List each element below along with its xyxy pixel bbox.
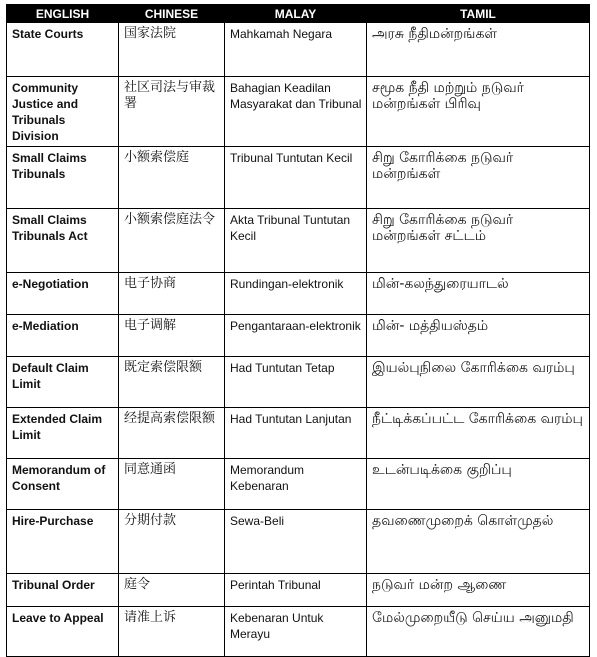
table-row bbox=[7, 315, 590, 357]
cell-malay: Memorandum Kebenaran bbox=[225, 459, 367, 510]
cell-tamil: மின்- மத்தியஸ்தம் bbox=[367, 315, 590, 357]
cell-tamil: அரசு நீதிமன்றங்கள் bbox=[367, 23, 590, 77]
table-row bbox=[7, 209, 590, 273]
cell-tamil: சிறு கோரிக்கை நடுவர் மன்றங்கள் bbox=[367, 147, 590, 209]
header-english: ENGLISH bbox=[7, 5, 119, 23]
cell-english: Memorandum of Consent bbox=[7, 459, 119, 510]
cell-chinese: 庭令 bbox=[119, 574, 225, 607]
cell-malay: Perintah Tribunal bbox=[225, 574, 367, 607]
cell-english: Small Claims Tribunals Act bbox=[7, 209, 119, 273]
cell-malay: Had Tuntutan Tetap bbox=[225, 357, 367, 408]
cell-chinese: 既定索偿限额 bbox=[119, 357, 225, 408]
table-row bbox=[7, 77, 590, 147]
cell-chinese: 同意通函 bbox=[119, 459, 225, 510]
cell-tamil: மேல்முறையீடு செய்ய அனுமதி bbox=[367, 607, 590, 657]
cell-tamil: சிறு கோரிக்கை நடுவர் மன்றங்கள் சட்டம் bbox=[367, 209, 590, 273]
cell-tamil: நீட்டிக்கப்பட்ட கோரிக்கை வரம்பு bbox=[367, 408, 590, 459]
table-row bbox=[7, 147, 590, 209]
cell-malay: Had Tuntutan Lanjutan bbox=[225, 408, 367, 459]
glossary-table bbox=[6, 4, 590, 657]
table-row bbox=[7, 408, 590, 459]
cell-malay: Mahkamah Negara bbox=[225, 23, 367, 77]
cell-chinese: 电子调解 bbox=[119, 315, 225, 357]
cell-chinese: 国家法院 bbox=[119, 23, 225, 77]
cell-english: Leave to Appeal bbox=[7, 607, 119, 657]
cell-tamil: இயல்புநிலை கோரிக்கை வரம்பு bbox=[367, 357, 590, 408]
cell-malay: Sewa-Beli bbox=[225, 510, 367, 574]
cell-english: Small Claims Tribunals bbox=[7, 147, 119, 209]
header-chinese: CHINESE bbox=[119, 5, 225, 23]
cell-english: Tribunal Order bbox=[7, 574, 119, 607]
cell-malay: Pengantaraan-elektronik bbox=[225, 315, 367, 357]
table-row bbox=[7, 510, 590, 574]
table-row bbox=[7, 459, 590, 510]
cell-tamil: உடன்படிக்கை குறிப்பு bbox=[367, 459, 590, 510]
cell-english: State Courts bbox=[7, 23, 119, 77]
cell-tamil: நடுவர் மன்ற ஆணை bbox=[367, 574, 590, 607]
table-row bbox=[7, 273, 590, 315]
header-malay: MALAY bbox=[225, 5, 367, 23]
cell-chinese: 电子协商 bbox=[119, 273, 225, 315]
header-tamil: TAMIL bbox=[367, 5, 590, 23]
cell-malay: Tribunal Tuntutan Kecil bbox=[225, 147, 367, 209]
table-row bbox=[7, 607, 590, 657]
cell-english: e-Negotiation bbox=[7, 273, 119, 315]
cell-tamil: சமூக நீதி மற்றும் நடுவர் மன்றங்கள் பிரிவு bbox=[367, 77, 590, 147]
cell-malay: Akta Tribunal Tuntutan Kecil bbox=[225, 209, 367, 273]
table-row bbox=[7, 357, 590, 408]
cell-tamil: தவணைமுறைக் கொள்முதல் bbox=[367, 510, 590, 574]
cell-malay: Kebenaran Untuk Merayu bbox=[225, 607, 367, 657]
header-row bbox=[7, 5, 590, 23]
cell-chinese: 小额索偿庭法令 bbox=[119, 209, 225, 273]
cell-english: Hire-Purchase bbox=[7, 510, 119, 574]
cell-tamil: மின்-கலந்துரையாடல் bbox=[367, 273, 590, 315]
cell-chinese: 请准上诉 bbox=[119, 607, 225, 657]
cell-english: Community Justice and Tribunals Division bbox=[7, 77, 119, 147]
cell-malay: Rundingan-elektronik bbox=[225, 273, 367, 315]
cell-chinese: 小额索偿庭 bbox=[119, 147, 225, 209]
cell-english: Default Claim Limit bbox=[7, 357, 119, 408]
cell-chinese: 社区司法与审裁署 bbox=[119, 77, 225, 147]
cell-english: Extended Claim Limit bbox=[7, 408, 119, 459]
table-row bbox=[7, 23, 590, 77]
table-row bbox=[7, 574, 590, 607]
cell-english: e-Mediation bbox=[7, 315, 119, 357]
cell-chinese: 分期付款 bbox=[119, 510, 225, 574]
cell-chinese: 经提高索偿限额 bbox=[119, 408, 225, 459]
cell-malay: Bahagian Keadilan Masyarakat dan Tribunal bbox=[225, 77, 367, 147]
